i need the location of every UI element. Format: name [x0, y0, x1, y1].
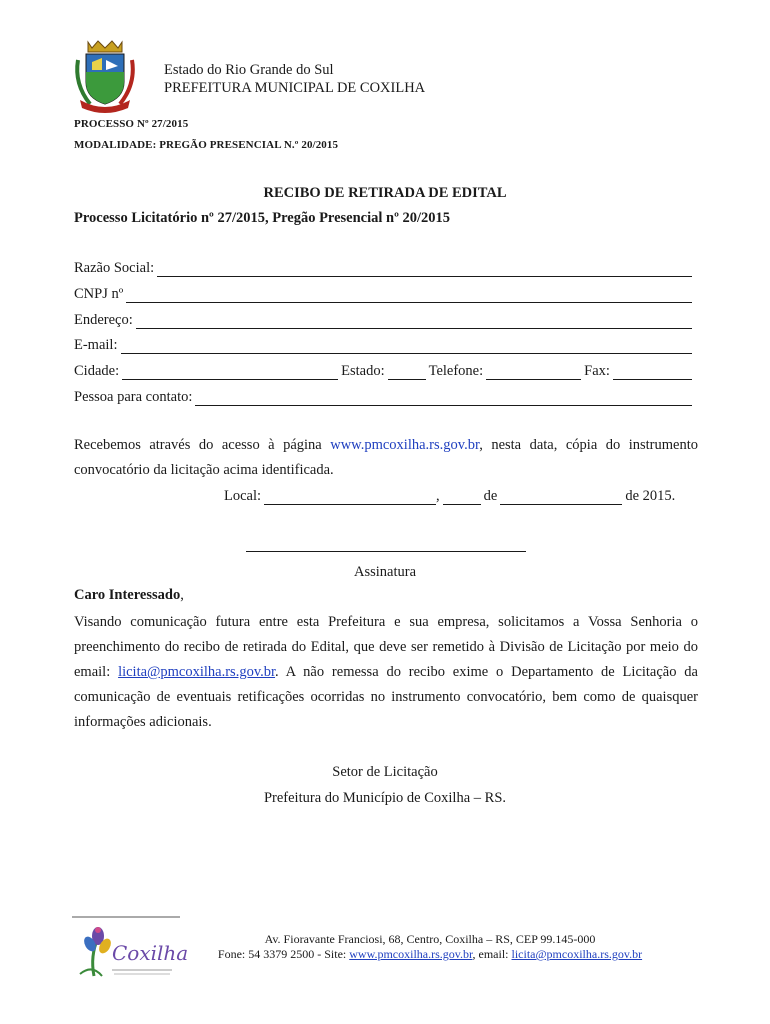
endereco-row — [74, 311, 692, 329]
endereco-label: Endereço: — [74, 312, 133, 328]
email-link[interactable]: licita@pmcoxilha.rs.gov.br — [118, 664, 276, 680]
receipt-text: Recebemos através do acesso à página — [74, 437, 331, 453]
estado-field[interactable] — [388, 367, 426, 380]
pessoa-contato-field[interactable] — [195, 393, 692, 406]
email-label: E-mail: — [74, 337, 118, 353]
razao-social-label: Razão Social: — [74, 260, 155, 276]
footer-contact — [200, 946, 660, 962]
fax-label: Fax: — [584, 363, 610, 379]
notice-text: Visando comunicação futura entre esta Prefeitura e sua empresa, solicitamos a Vossa Senhoria o preenchimento do recibo de retirada do Edital, que deve ser remetido à Divisão de Licitação por meio do email: — [74, 614, 698, 680]
cnpj-label: CNPJ nº — [74, 286, 124, 302]
notice-text-end: . A não remessa do recibo exime o Departamento de Licitação da comunicação de eventuais retificações ocorridas no instrumento convocatório, bem como de quaisquer informações adicionais. — [74, 664, 698, 730]
month-field[interactable] — [500, 492, 622, 505]
footer-email-link[interactable]: licita@pmcoxilha.rs.gov.br — [511, 947, 643, 961]
pessoa-contato-row — [74, 388, 692, 406]
razao-social-field[interactable] — [157, 264, 692, 277]
email-field[interactable] — [121, 341, 693, 354]
logo-wordmark: Coxilha — [112, 941, 189, 965]
email-row — [74, 336, 692, 354]
fax-field[interactable] — [613, 367, 692, 380]
estado-label: Estado: — [341, 363, 385, 379]
razao-social-row — [74, 259, 692, 277]
state-name: Estado do Rio Grande do Sul — [164, 62, 334, 78]
notice-heading — [74, 587, 184, 604]
cidade-field[interactable] — [122, 367, 338, 380]
telefone-field[interactable] — [486, 367, 581, 380]
footer-email-label: , email: — [472, 947, 512, 961]
notice-heading-comma: , — [180, 587, 184, 603]
municipal-crest-logo — [72, 38, 138, 112]
telefone-label: Telefone: — [428, 363, 484, 379]
cnpj-row — [74, 285, 692, 303]
footer-address: Av. Fioravante Franciosi, 68, Centro, Coxilha – RS, CEP 99.145-000 — [264, 932, 596, 946]
year-label: de 2015. — [625, 488, 676, 504]
site-link[interactable]: www.pmcoxilha.rs.gov.br — [330, 437, 480, 453]
process-number: PROCESSO Nº 27/2015 — [74, 118, 189, 130]
notice-heading-text: Caro Interessado — [74, 587, 181, 603]
de-label: de — [483, 488, 498, 504]
receipt-text-end: , nesta data, cópia do instrumento convocatório da licitação acima identificada. — [74, 437, 698, 478]
document-title: RECIBO DE RETIRADA DE EDITAL — [263, 185, 507, 201]
sector-name: Setor de Licitação — [332, 764, 438, 780]
footer-phone: Fone: 54 3379 2500 - Site: — [217, 947, 350, 961]
local-label: Local: — [224, 488, 262, 504]
document-subtitle: Processo Licitatório nº 27/2015, Pregão Presencial nº 20/2015 — [74, 210, 451, 226]
endereco-field[interactable] — [136, 316, 692, 329]
municipality-name: PREFEITURA MUNICIPAL DE COXILHA — [164, 80, 426, 96]
signature-line[interactable] — [246, 551, 526, 552]
cidade-row — [74, 362, 692, 380]
modality: MODALIDADE: PREGÃO PRESENCIAL N.º 20/2015 — [74, 139, 339, 151]
signature-label: Assinatura — [353, 564, 416, 580]
notice-paragraph — [74, 610, 698, 735]
cnpj-field[interactable] — [126, 290, 692, 303]
comma: , — [436, 488, 440, 504]
local-date-row — [224, 487, 675, 505]
day-field[interactable] — [443, 492, 481, 505]
local-field[interactable] — [264, 492, 436, 505]
coxilha-logo — [72, 916, 189, 982]
receipt-paragraph — [74, 433, 698, 483]
cidade-label: Cidade: — [74, 363, 120, 379]
pessoa-contato-label: Pessoa para contato: — [74, 389, 193, 405]
footer-site-link[interactable]: www.pmcoxilha.rs.gov.br — [349, 947, 473, 961]
prefeitura-name: Prefeitura do Município de Coxilha – RS. — [263, 790, 507, 806]
